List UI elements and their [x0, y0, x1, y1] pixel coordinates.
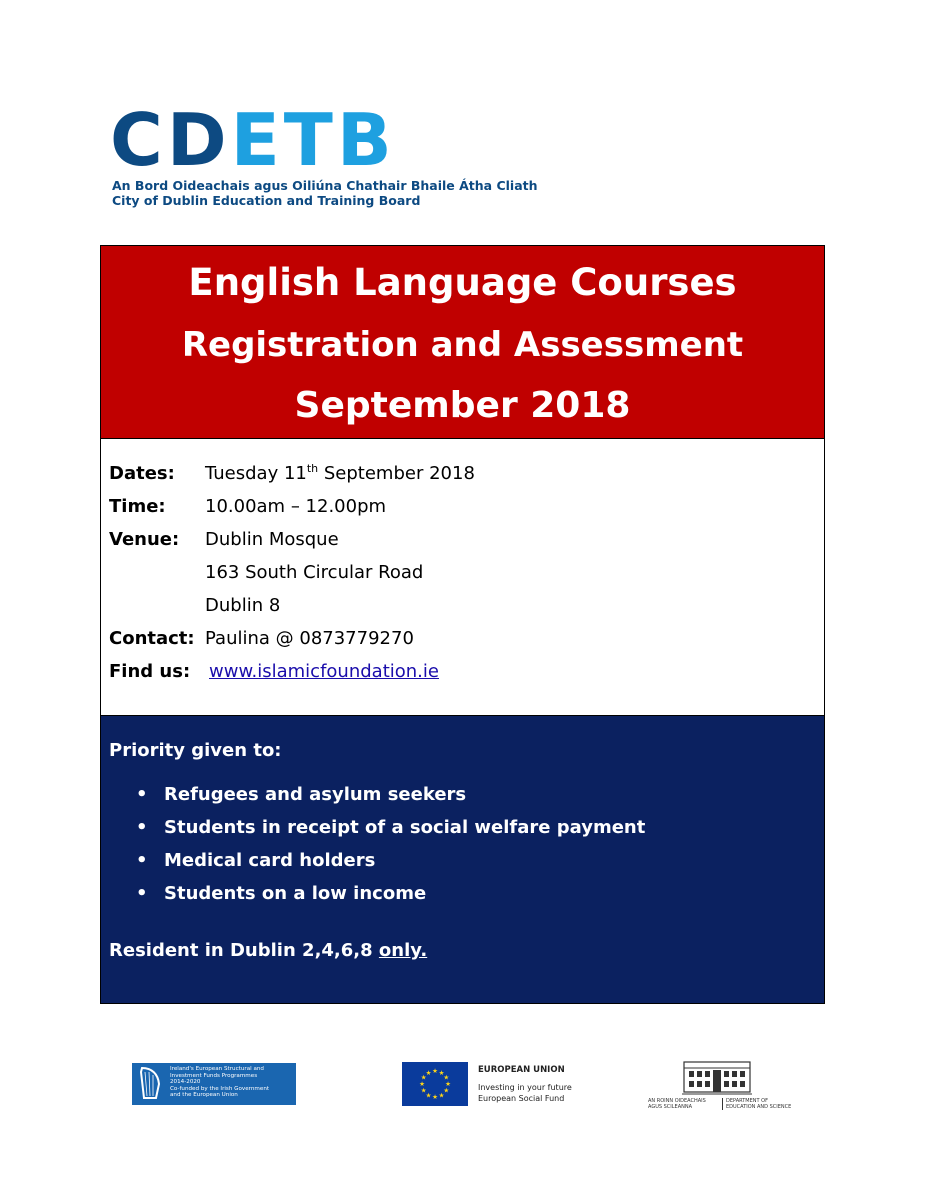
esif-line: Investment Funds Programmes — [170, 1072, 258, 1079]
priority-heading: Priority given to: — [109, 740, 282, 761]
dates-row — [109, 462, 475, 485]
cdetb-logo — [110, 98, 538, 208]
venue-row — [109, 529, 339, 551]
eu-star-icon: ★ — [443, 1086, 450, 1095]
venue-label: Venue: — [109, 529, 180, 550]
eu-star-icon: ★ — [432, 1093, 438, 1102]
residency-only: only. — [378, 940, 428, 961]
priority-list — [136, 784, 645, 916]
esif-line: and the European Union — [170, 1092, 238, 1099]
contact-value: Paulina @ 0873779270 — [205, 628, 414, 649]
bullet-icon: • — [136, 784, 148, 805]
esif-line: Co-funded by the Irish Government — [170, 1085, 270, 1092]
dates-value-day: Tuesday 11 — [205, 463, 307, 484]
department-name-irish: AN ROINN OIDEACHAIS AGUS SCILEANNA — [648, 1098, 706, 1110]
eu-flag-icon — [402, 1062, 468, 1106]
eu-text — [478, 1065, 572, 1104]
department-logo — [648, 1058, 790, 1110]
esif-line: 2014-2020 — [170, 1079, 201, 1086]
building-icon — [682, 1058, 752, 1096]
esif-text — [170, 1066, 269, 1099]
logo-subtitle-irish: An Bord Oideachais agus Oiliúna Chathair Bhaile Átha Cliath — [112, 178, 538, 193]
eu-star-icon: ★ — [420, 1086, 427, 1095]
contact-row — [109, 628, 414, 650]
title-line-2: Registration and Assessment — [181, 325, 744, 365]
logo-etb: ETB — [230, 98, 396, 182]
esif-line: Ireland's European Structural and — [170, 1066, 264, 1072]
priority-section — [100, 715, 825, 1004]
eu-star-icon: ★ — [443, 1073, 450, 1082]
eu-fund-name: European Social Fund — [478, 1094, 565, 1103]
list-item — [136, 850, 645, 872]
venue-line-1: Dublin Mosque — [205, 529, 339, 550]
bullet-icon: • — [136, 817, 148, 838]
eu-star-icon: ★ — [419, 1080, 425, 1089]
logo-subtitle-english: City of Dublin Education and Training Board — [112, 193, 421, 208]
logo-cd: CD — [110, 98, 231, 182]
find-us-label: Find us: — [109, 661, 191, 682]
eu-star-icon: ★ — [432, 1067, 438, 1076]
residency-text: Resident in Dublin 2,4,6,8 — [109, 940, 379, 961]
list-item-text: Students in receipt of a social welfare payment — [164, 817, 646, 838]
residency-note — [109, 940, 427, 961]
list-item-text: Medical card holders — [164, 850, 376, 871]
website-link[interactable]: www.islamicfoundation.ie — [209, 661, 439, 682]
dates-value — [205, 463, 475, 485]
list-item-text: Refugees and asylum seekers — [164, 784, 467, 805]
dates-value-month: September 2018 — [318, 463, 475, 484]
list-item-text: Students on a low income — [164, 883, 427, 904]
title-line-1: English Language Courses — [188, 261, 737, 304]
bullet-icon: • — [136, 883, 148, 904]
eu-star-icon: ★ — [445, 1080, 451, 1089]
bullet-icon: • — [136, 850, 148, 871]
venue-line-2: 163 South Circular Road — [205, 562, 424, 583]
list-item — [136, 883, 645, 905]
eu-star-icon: ★ — [425, 1091, 432, 1100]
title-line-3: September 2018 — [294, 385, 631, 426]
eu-star-icon: ★ — [438, 1091, 445, 1100]
eu-star-icon: ★ — [425, 1068, 432, 1077]
title-banner — [100, 245, 825, 438]
list-item — [136, 817, 645, 839]
time-row — [109, 496, 387, 518]
contact-label: Contact: — [109, 628, 195, 649]
dates-label: Dates: — [109, 463, 175, 484]
find-us-row — [109, 661, 439, 683]
eu-star-icon: ★ — [420, 1073, 427, 1082]
time-label: Time: — [109, 496, 166, 517]
logo-subtitle — [112, 178, 538, 208]
eu-title: EUROPEAN UNION — [478, 1065, 565, 1075]
venue-line-3: Dublin 8 — [205, 595, 281, 616]
eu-star-icon: ★ — [438, 1068, 445, 1077]
department-name-english: DEPARTMENT OF EDUCATION AND SCIENCE — [722, 1098, 792, 1110]
harp-icon — [136, 1066, 164, 1102]
logo-wordmark — [110, 98, 538, 182]
time-value: 10.00am – 12.00pm — [205, 496, 387, 517]
list-item — [136, 784, 645, 806]
dates-value-suffix: th — [306, 462, 319, 475]
eu-tagline: Investing in your future — [478, 1083, 572, 1092]
esif-logo — [132, 1063, 296, 1105]
details-section — [100, 438, 825, 716]
